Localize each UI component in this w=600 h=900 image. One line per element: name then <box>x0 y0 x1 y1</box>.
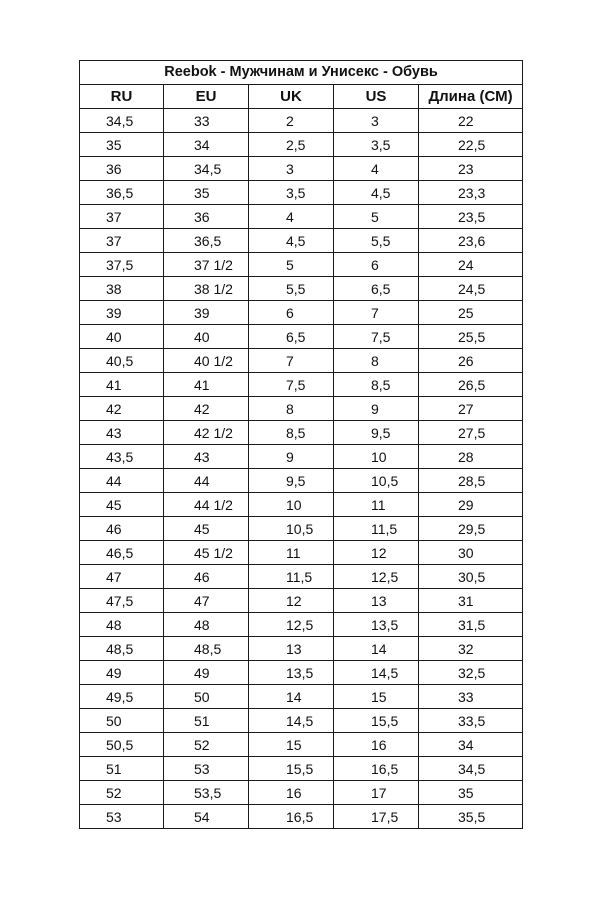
cell-eu: 33 <box>164 109 249 133</box>
cell-ru: 42 <box>80 397 164 421</box>
table-row <box>80 325 523 349</box>
cell-us: 13,5 <box>334 613 419 637</box>
cell-length-cm: 22,5 <box>419 133 523 157</box>
cell-ru: 37,5 <box>80 253 164 277</box>
cell-us: 12,5 <box>334 565 419 589</box>
cell-length-cm: 31 <box>419 589 523 613</box>
cell-uk: 15,5 <box>249 757 334 781</box>
cell-uk: 14,5 <box>249 709 334 733</box>
cell-us: 10 <box>334 445 419 469</box>
size-chart-table <box>79 60 523 829</box>
cell-us: 7 <box>334 301 419 325</box>
cell-uk: 7 <box>249 349 334 373</box>
cell-us: 9 <box>334 397 419 421</box>
table-row <box>80 589 523 613</box>
cell-us: 5,5 <box>334 229 419 253</box>
cell-us: 14,5 <box>334 661 419 685</box>
cell-ru: 48,5 <box>80 637 164 661</box>
cell-uk: 12,5 <box>249 613 334 637</box>
cell-ru: 35 <box>80 133 164 157</box>
cell-eu: 44 1/2 <box>164 493 249 517</box>
cell-us: 11,5 <box>334 517 419 541</box>
cell-uk: 9,5 <box>249 469 334 493</box>
table-head <box>80 61 523 109</box>
cell-uk: 8 <box>249 397 334 421</box>
cell-eu: 34,5 <box>164 157 249 181</box>
cell-eu: 40 <box>164 325 249 349</box>
table-row <box>80 637 523 661</box>
cell-ru: 49,5 <box>80 685 164 709</box>
header-row <box>80 85 523 109</box>
cell-us: 3 <box>334 109 419 133</box>
cell-uk: 15 <box>249 733 334 757</box>
cell-eu: 53 <box>164 757 249 781</box>
cell-eu: 51 <box>164 709 249 733</box>
cell-us: 6 <box>334 253 419 277</box>
table-row <box>80 397 523 421</box>
cell-length-cm: 32 <box>419 637 523 661</box>
cell-uk: 4 <box>249 205 334 229</box>
table-row <box>80 421 523 445</box>
cell-uk: 14 <box>249 685 334 709</box>
cell-eu: 50 <box>164 685 249 709</box>
cell-us: 7,5 <box>334 325 419 349</box>
table-row <box>80 661 523 685</box>
cell-us: 15,5 <box>334 709 419 733</box>
table-row <box>80 109 523 133</box>
cell-uk: 5 <box>249 253 334 277</box>
cell-uk: 9 <box>249 445 334 469</box>
column-header-uk: UK <box>249 85 334 109</box>
cell-ru: 39 <box>80 301 164 325</box>
cell-eu: 52 <box>164 733 249 757</box>
cell-ru: 40,5 <box>80 349 164 373</box>
table-row <box>80 349 523 373</box>
cell-length-cm: 32,5 <box>419 661 523 685</box>
cell-length-cm: 30 <box>419 541 523 565</box>
cell-length-cm: 22 <box>419 109 523 133</box>
table-row <box>80 181 523 205</box>
cell-us: 16,5 <box>334 757 419 781</box>
cell-eu: 48 <box>164 613 249 637</box>
cell-ru: 48 <box>80 613 164 637</box>
column-header-us: US <box>334 85 419 109</box>
cell-length-cm: 28,5 <box>419 469 523 493</box>
cell-eu: 36 <box>164 205 249 229</box>
cell-ru: 40 <box>80 325 164 349</box>
cell-uk: 11,5 <box>249 565 334 589</box>
cell-length-cm: 23,3 <box>419 181 523 205</box>
cell-uk: 2,5 <box>249 133 334 157</box>
table-row <box>80 205 523 229</box>
cell-ru: 47 <box>80 565 164 589</box>
cell-ru: 51 <box>80 757 164 781</box>
cell-eu: 45 <box>164 517 249 541</box>
table-row <box>80 709 523 733</box>
cell-ru: 46 <box>80 517 164 541</box>
cell-eu: 34 <box>164 133 249 157</box>
cell-us: 8,5 <box>334 373 419 397</box>
cell-eu: 43 <box>164 445 249 469</box>
cell-ru: 36 <box>80 157 164 181</box>
cell-eu: 38 1/2 <box>164 277 249 301</box>
cell-us: 3,5 <box>334 133 419 157</box>
cell-eu: 42 <box>164 397 249 421</box>
cell-eu: 48,5 <box>164 637 249 661</box>
cell-length-cm: 33 <box>419 685 523 709</box>
cell-ru: 50,5 <box>80 733 164 757</box>
cell-uk: 10,5 <box>249 517 334 541</box>
table-row <box>80 157 523 181</box>
cell-uk: 6 <box>249 301 334 325</box>
cell-uk: 13 <box>249 637 334 661</box>
cell-ru: 53 <box>80 805 164 829</box>
table-row <box>80 517 523 541</box>
column-header-length-cm: Длина (СМ) <box>419 85 523 109</box>
column-header-ru: RU <box>80 85 164 109</box>
cell-length-cm: 28 <box>419 445 523 469</box>
cell-ru: 46,5 <box>80 541 164 565</box>
cell-ru: 43,5 <box>80 445 164 469</box>
cell-ru: 43 <box>80 421 164 445</box>
cell-us: 4,5 <box>334 181 419 205</box>
table-title: Reebok - Мужчинам и Унисекс - Обувь <box>80 61 523 85</box>
cell-us: 8 <box>334 349 419 373</box>
cell-eu: 47 <box>164 589 249 613</box>
cell-uk: 4,5 <box>249 229 334 253</box>
cell-us: 17,5 <box>334 805 419 829</box>
cell-uk: 16 <box>249 781 334 805</box>
table-row <box>80 469 523 493</box>
cell-length-cm: 24,5 <box>419 277 523 301</box>
cell-us: 16 <box>334 733 419 757</box>
table-row <box>80 277 523 301</box>
cell-eu: 45 1/2 <box>164 541 249 565</box>
table-row <box>80 613 523 637</box>
cell-us: 17 <box>334 781 419 805</box>
table-row <box>80 733 523 757</box>
table-row <box>80 541 523 565</box>
cell-ru: 52 <box>80 781 164 805</box>
cell-length-cm: 26 <box>419 349 523 373</box>
cell-length-cm: 29 <box>419 493 523 517</box>
cell-ru: 45 <box>80 493 164 517</box>
cell-uk: 3,5 <box>249 181 334 205</box>
cell-us: 15 <box>334 685 419 709</box>
cell-eu: 41 <box>164 373 249 397</box>
cell-length-cm: 33,5 <box>419 709 523 733</box>
table-row <box>80 757 523 781</box>
table-row <box>80 685 523 709</box>
cell-eu: 42 1/2 <box>164 421 249 445</box>
cell-uk: 11 <box>249 541 334 565</box>
cell-us: 9,5 <box>334 421 419 445</box>
cell-eu: 39 <box>164 301 249 325</box>
table-row <box>80 565 523 589</box>
cell-length-cm: 26,5 <box>419 373 523 397</box>
title-row <box>80 61 523 85</box>
cell-eu: 35 <box>164 181 249 205</box>
cell-us: 10,5 <box>334 469 419 493</box>
table-body <box>80 109 523 829</box>
cell-length-cm: 31,5 <box>419 613 523 637</box>
cell-ru: 47,5 <box>80 589 164 613</box>
cell-length-cm: 35,5 <box>419 805 523 829</box>
cell-eu: 44 <box>164 469 249 493</box>
cell-length-cm: 23,6 <box>419 229 523 253</box>
cell-uk: 2 <box>249 109 334 133</box>
cell-ru: 49 <box>80 661 164 685</box>
cell-uk: 8,5 <box>249 421 334 445</box>
cell-uk: 5,5 <box>249 277 334 301</box>
table-row <box>80 805 523 829</box>
cell-length-cm: 30,5 <box>419 565 523 589</box>
table-row <box>80 133 523 157</box>
cell-ru: 41 <box>80 373 164 397</box>
cell-us: 14 <box>334 637 419 661</box>
cell-uk: 12 <box>249 589 334 613</box>
cell-length-cm: 34,5 <box>419 757 523 781</box>
table-row <box>80 373 523 397</box>
cell-us: 13 <box>334 589 419 613</box>
cell-us: 11 <box>334 493 419 517</box>
cell-length-cm: 23,5 <box>419 205 523 229</box>
table-row <box>80 229 523 253</box>
cell-ru: 50 <box>80 709 164 733</box>
cell-length-cm: 23 <box>419 157 523 181</box>
cell-length-cm: 27,5 <box>419 421 523 445</box>
cell-eu: 49 <box>164 661 249 685</box>
cell-uk: 13,5 <box>249 661 334 685</box>
cell-eu: 53,5 <box>164 781 249 805</box>
cell-eu: 54 <box>164 805 249 829</box>
cell-us: 5 <box>334 205 419 229</box>
cell-ru: 38 <box>80 277 164 301</box>
cell-eu: 37 1/2 <box>164 253 249 277</box>
cell-eu: 46 <box>164 565 249 589</box>
cell-length-cm: 24 <box>419 253 523 277</box>
cell-us: 12 <box>334 541 419 565</box>
cell-length-cm: 25 <box>419 301 523 325</box>
cell-uk: 10 <box>249 493 334 517</box>
table-row <box>80 493 523 517</box>
cell-uk: 16,5 <box>249 805 334 829</box>
cell-uk: 3 <box>249 157 334 181</box>
table-row <box>80 253 523 277</box>
cell-ru: 44 <box>80 469 164 493</box>
cell-ru: 36,5 <box>80 181 164 205</box>
column-header-eu: EU <box>164 85 249 109</box>
cell-length-cm: 25,5 <box>419 325 523 349</box>
cell-uk: 7,5 <box>249 373 334 397</box>
cell-ru: 34,5 <box>80 109 164 133</box>
cell-length-cm: 29,5 <box>419 517 523 541</box>
cell-uk: 6,5 <box>249 325 334 349</box>
cell-length-cm: 34 <box>419 733 523 757</box>
table-row <box>80 781 523 805</box>
cell-eu: 36,5 <box>164 229 249 253</box>
cell-eu: 40 1/2 <box>164 349 249 373</box>
cell-ru: 37 <box>80 205 164 229</box>
cell-length-cm: 35 <box>419 781 523 805</box>
cell-ru: 37 <box>80 229 164 253</box>
table-row <box>80 445 523 469</box>
cell-length-cm: 27 <box>419 397 523 421</box>
table-row <box>80 301 523 325</box>
cell-us: 6,5 <box>334 277 419 301</box>
cell-us: 4 <box>334 157 419 181</box>
